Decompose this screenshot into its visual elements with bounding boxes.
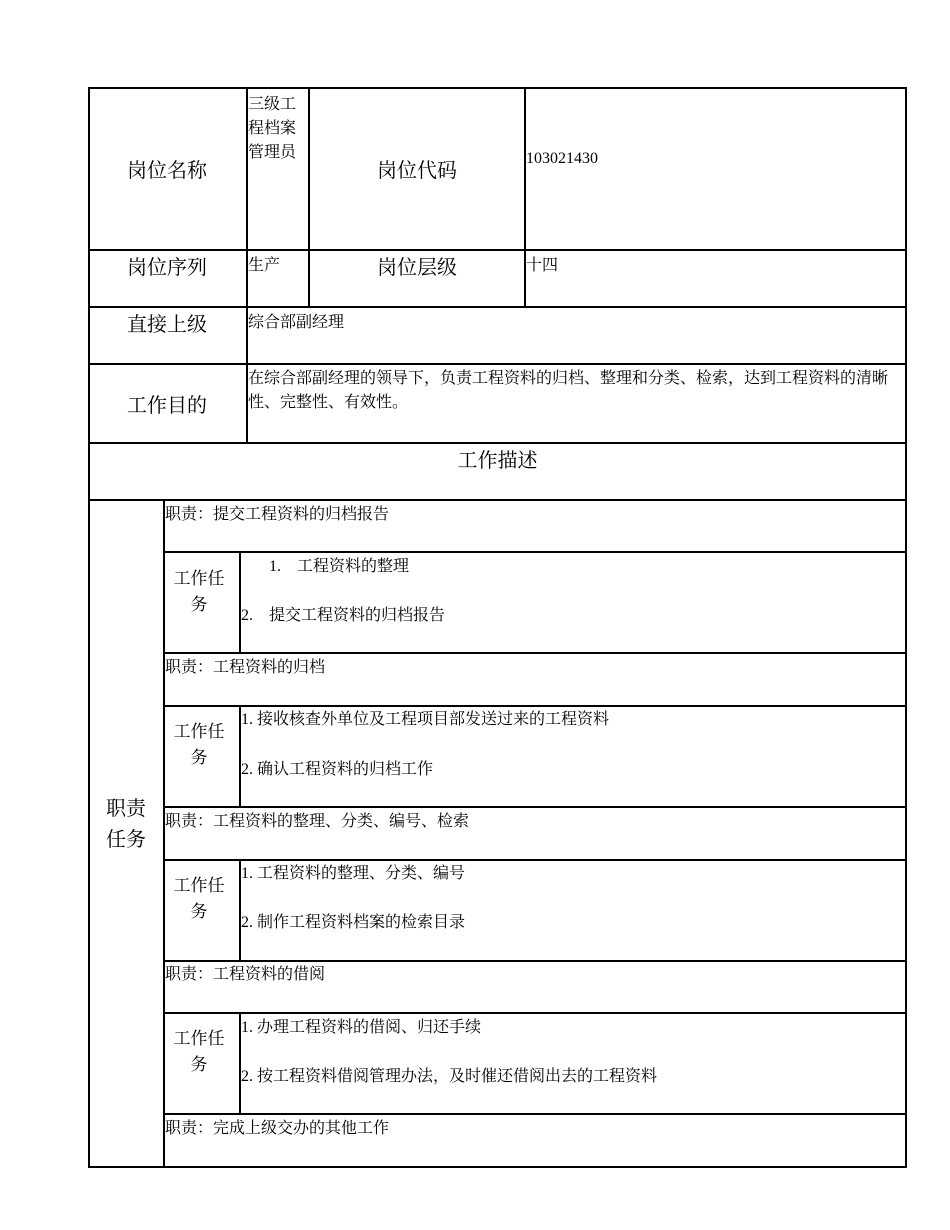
superior-label: 直接上级 [127,314,207,336]
duty-title: 职责：提交工程资料的归档报告 [165,506,390,523]
task-label: 工作任务 [173,569,225,614]
task-item: 1. 工程资料的整理 [269,558,410,575]
post-level-label: 岗位层级 [377,257,457,279]
task-item: 1. 办理工程资料的借阅、归还手续 [241,1019,482,1036]
row-divider [88,249,907,251]
task-label: 工作任务 [173,1029,225,1074]
task-item: 2. 按工程资料借阅管理办法，及时催还借阅出去的工程资料 [241,1068,658,1085]
superior-value: 综合部副经理 [248,314,345,331]
task-label: 工作任务 [173,722,225,767]
task-item: 2. 提交工程资料的归档报告 [241,607,446,624]
task-item: 1. 工程资料的整理、分类、编号 [241,865,466,882]
row-divider [164,960,907,962]
job-description-table [88,87,907,1167]
duties-label: 职责任务 [106,798,146,851]
col-divider [239,551,241,653]
post-code-label: 岗位代码 [377,159,457,182]
row-divider [88,499,907,501]
task-item: 2. 确认工程资料的归档工作 [241,761,434,778]
post-series-value: 生产 [248,257,281,274]
row-divider [164,551,907,553]
row-divider [164,1113,907,1115]
task-item: 1. 接收核查外单位及工程项目部发送过来的工程资料 [241,711,610,728]
row-divider [164,1012,907,1014]
duty-title: 职责：完成上级交办的其他工作 [165,1120,390,1137]
post-series-label: 岗位序列 [127,257,207,279]
purpose-value: 在综合部副经理的领导下，负责工程资料的归档、整理和分类、检索，达到工程资料的清晰性、完整性、有效性。 [248,370,889,411]
post-code-value: 103021430 [526,150,598,167]
purpose-label: 工作目的 [127,394,207,417]
duty-title: 职责：工程资料的整理、分类、编号、检索 [165,813,470,830]
row-divider [164,859,907,861]
row-divider [164,652,907,654]
duty-title: 职责：工程资料的归档 [165,659,326,676]
task-label: 工作任务 [173,876,225,921]
post-level-value: 十四 [526,257,559,274]
post-name-label: 岗位名称 [127,159,207,182]
row-divider [164,806,907,808]
duty-title: 职责：工程资料的借阅 [165,966,326,983]
post-name-value: 三级工程档案管理员 [248,96,297,161]
task-item: 2. 制作工程资料档案的检索目录 [241,914,466,931]
description-title: 工作描述 [457,450,538,472]
row-divider [164,705,907,707]
row-divider [88,306,907,308]
table-border-bottom [88,1166,907,1168]
row-divider [88,442,907,444]
